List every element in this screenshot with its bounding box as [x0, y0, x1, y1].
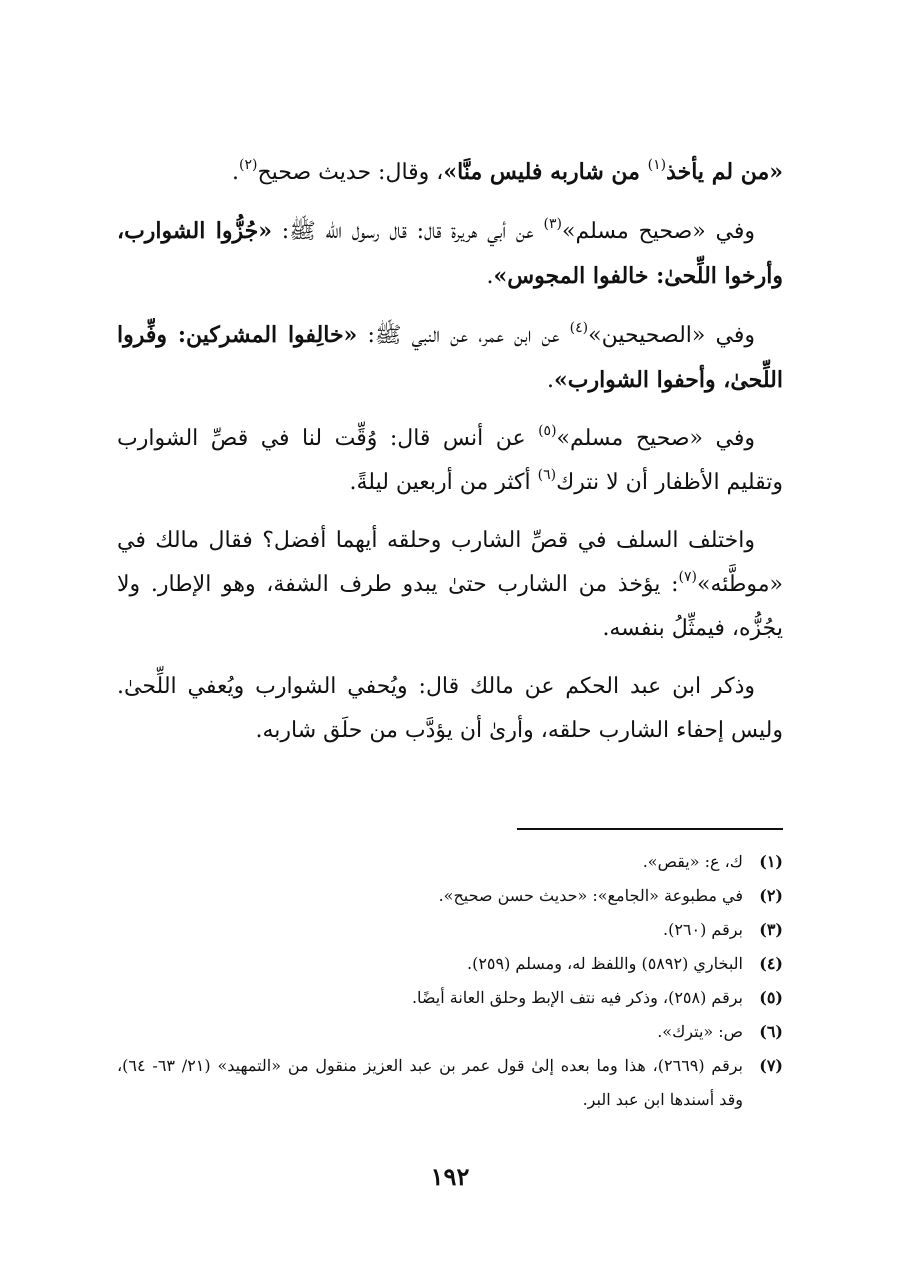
- footnote-number: (٧): [759, 1056, 783, 1075]
- footnote-item: [117, 1015, 783, 1049]
- footnote-number: (١): [759, 852, 783, 871]
- footnote-number: (٥): [759, 988, 783, 1007]
- paragraph-4: [117, 417, 783, 505]
- paragraph-text: ، وقال: حديث صحيح: [257, 160, 444, 185]
- paragraph-text: أكثر من أربعين ليلةً.: [349, 470, 538, 495]
- footnote-text: ص: «يترك».: [657, 1022, 743, 1041]
- footnote-ref-3[interactable]: (٣): [543, 215, 562, 232]
- footnote-text: برقم (٢٥٨)، وذكر فيه نتف الإبط وحلق العانة أيضًا.: [411, 988, 743, 1007]
- footnote-ref-2[interactable]: (٢): [239, 156, 258, 173]
- hadith-quote: «من لم يأخذ: [666, 159, 783, 185]
- paragraph-text: وفي «صحيح مسلم»: [556, 426, 755, 451]
- footnote-item: [117, 947, 783, 981]
- footnote-item: [117, 845, 783, 879]
- paragraph-text: عن أبي هريرة قال: قال رسول الله ﷺ:: [272, 219, 544, 244]
- footnote-item: [117, 1049, 783, 1117]
- footnote-ref-6[interactable]: (٦): [537, 466, 557, 483]
- footnote-ref-7[interactable]: (٧): [678, 568, 697, 585]
- paragraph-text: عن أنس قال: وُقِّت لنا في قصِّ الشوارب وتقليم الأظفار أن لا نترك: [117, 426, 783, 495]
- footnote-ref-1[interactable]: (١): [647, 156, 667, 173]
- paragraph-text: .: [232, 160, 239, 185]
- paragraph-text: عن ابن عمر، عن النبي ﷺ:: [357, 323, 570, 348]
- paragraph-text: وفي «الصحيحين»: [588, 323, 755, 348]
- footnote-number: (٣): [759, 920, 783, 939]
- footnote-text: ك، ع: «يقص».: [642, 852, 743, 871]
- hadith-quote-cont: من شاربه فليس منَّا»: [443, 159, 648, 185]
- footnotes: [117, 845, 783, 1117]
- paragraph-text: : يؤخذ من الشارب حتىٰ يبدو طرف الشفة، وهو الإطار. ولا يجُزُّه، فيمثِّلُ بنفسه.: [117, 572, 783, 641]
- footnote-item: [117, 913, 783, 947]
- footnote-text: البخاري (٥٨٩٢) واللفظ له، ومسلم (٢٥٩).: [466, 954, 743, 973]
- footnote-item: [117, 981, 783, 1015]
- paragraph-5: [117, 519, 783, 651]
- footnote-number: (٢): [759, 886, 783, 905]
- paragraph-text: .: [486, 264, 494, 289]
- paragraph-text: .: [546, 368, 554, 393]
- hadith-quote: «جُزُّوا الشوارب، وأرخوا اللِّحىٰ: خالفوا المجوس»: [117, 218, 783, 289]
- paragraph-3: [117, 313, 783, 403]
- paragraph-2: [117, 209, 783, 299]
- footnote-text: في مطبوعة «الجامع»: «حديث حسن صحيح».: [438, 886, 743, 905]
- paragraph-6: [117, 665, 783, 753]
- footnote-text: برقم (٢٦٦٩)، هذا وما بعده إلىٰ قول عمر بن عبد العزيز منقول من «التمهيد» (٢١/ ٦٣- ٦٤)، وقد أسندها ابن عبد البر.: [117, 1056, 743, 1109]
- footnote-divider: [517, 828, 783, 830]
- footnote-item: [117, 879, 783, 913]
- hadith-quote: «خالِفوا المشركين: وفِّروا اللِّحىٰ، وأحفوا الشوارب»: [117, 322, 783, 393]
- paragraph-text: وذكر ابن عبد الحكم عن مالك قال: ويُحفي الشوارب ويُعفي اللِّحىٰ. وليس إحفاء الشارب حلقه، وأرىٰ أن يؤدَّب من حلَق شاربه.: [117, 674, 783, 743]
- footnote-text: برقم (٢٦٠).: [662, 920, 743, 939]
- page-number: ١٩٢: [430, 1162, 470, 1191]
- footnote-ref-5[interactable]: (٥): [538, 422, 557, 439]
- footnote-number: (٦): [759, 1022, 783, 1041]
- paragraph-text: واختلف السلف في قصِّ الشارب وحلقه أيهما أفضل؟ فقال مالك في «موطَّئه»: [117, 528, 783, 597]
- paragraph-1: [117, 150, 783, 195]
- paragraph-text: وفي «صحيح مسلم»: [562, 219, 755, 244]
- main-text: [117, 150, 783, 767]
- footnote-number: (٤): [759, 954, 783, 973]
- footnote-ref-4[interactable]: (٤): [569, 319, 589, 336]
